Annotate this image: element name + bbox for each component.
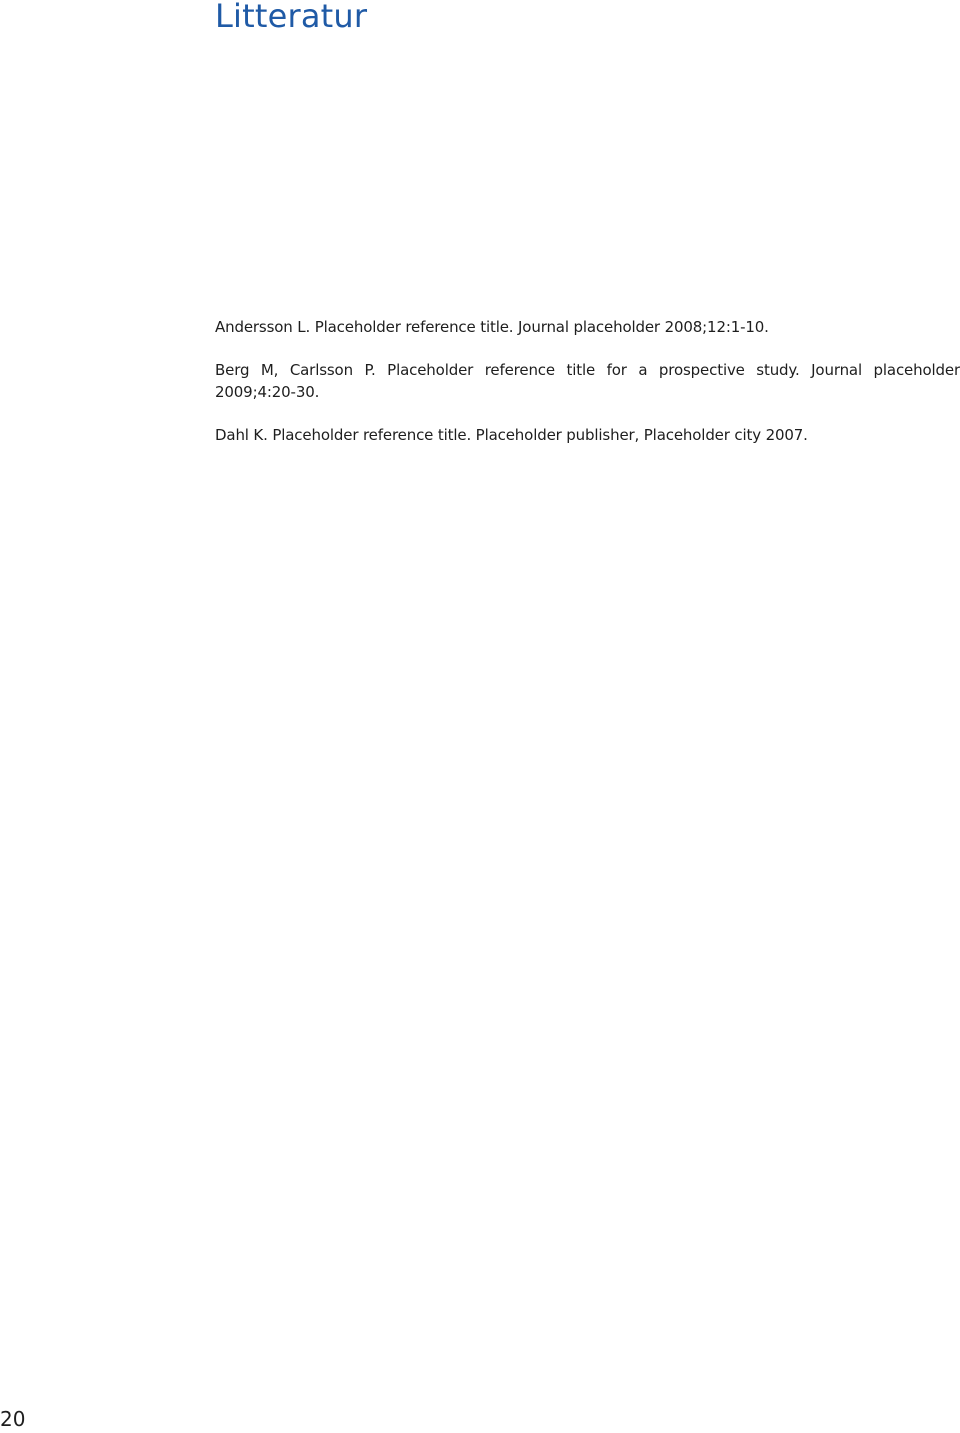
reference-item: Andersson L. Placeholder reference title. Journal placeholder 2008;12:1-10. bbox=[215, 318, 769, 336]
reference-item: Berg M, Carlsson P. Placeholder reference title for a prospective study. Journal placeholder 2009;4:20-30. bbox=[215, 360, 960, 402]
reference-list bbox=[215, 316, 960, 466]
page-title: Litteratur bbox=[215, 0, 368, 35]
reference-item: Dahl K. Placeholder reference title. Placeholder publisher, Placeholder city 2007. bbox=[215, 425, 808, 444]
page-number: 20 bbox=[0, 1407, 26, 1431]
